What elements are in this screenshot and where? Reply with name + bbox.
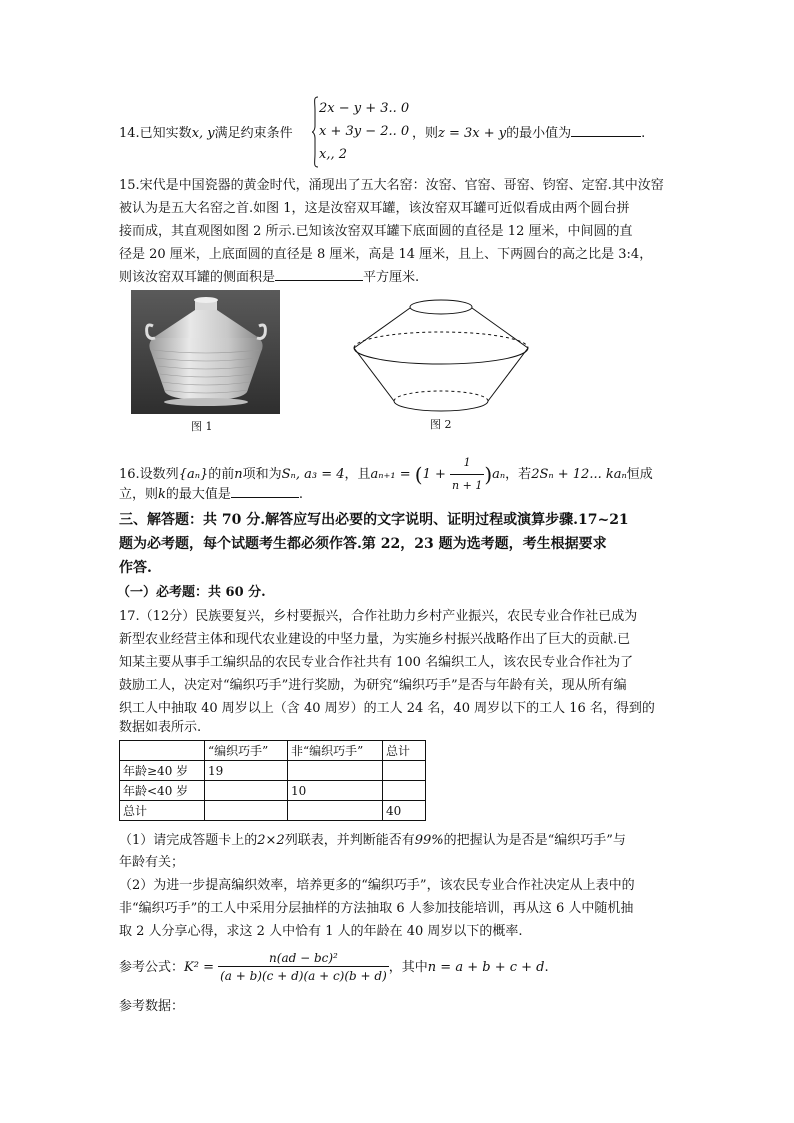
- q15-line-1: 15.宋代是中国瓷器的黄金时代，涌现出了五大名窑：汝窑、官窑、哥窑、钧窑、定窑.其中汝窑: [119, 178, 664, 193]
- frustum-diagram-icon: [352, 298, 532, 416]
- q14-constraint-2: x + 3y − 2.. 0: [319, 124, 410, 139]
- table-header: “编织巧手”: [205, 741, 288, 761]
- table-header-row: [120, 741, 426, 761]
- q14-system-brace: [311, 96, 319, 168]
- figure-2-diagram: [352, 298, 532, 416]
- q17-line-6: 数据如表所示.: [119, 720, 202, 735]
- q14-tail: ，则z = 3x + y的最小值为 .: [412, 126, 646, 141]
- q17-part2-line-3: 取 2 人分享心得，求这 2 人中恰有 1 人的年龄在 40 周岁以下的概率.: [119, 924, 523, 939]
- q15-line-3: 接而成，其直观图如图 2 所示.已知该汝窑双耳罐下底面圆的直径是 12 厘米，中间圆的直: [119, 224, 633, 239]
- q17-line-1: 17.（12分）民族要复兴，乡村要振兴，合作社助力乡村产业振兴，农民专业合作社已成为: [119, 609, 638, 624]
- q17-line-5: 织工人中抽取 40 周岁以上（含 40 周岁）的工人 24 名，40 周岁以下的工人 16 名，得到的: [119, 701, 655, 716]
- jar-photo-icon: [131, 290, 280, 414]
- q17-part1-line-2: 年龄有关；: [119, 855, 185, 870]
- table-cell: [120, 741, 205, 761]
- q16-fraction: $\frac{1}{n + 1}$: [450, 452, 484, 497]
- section-3-heading-2: 题为必考题，每个试题考生都必须作答.第 22，23 题为选考题，考生根据要求: [119, 536, 607, 552]
- table-cell: [205, 781, 288, 801]
- chi-square-fraction: $\frac{\text{n(ad − bc)²}}{(a + b)(c + d)(a + c)(b + d)}$: [220, 951, 387, 983]
- q17-line-2: 新型农业经营主体和现代农业建设的中坚力量，为实施乡村振兴战略作出了巨大的贡献.已: [119, 632, 631, 647]
- table-cell: [288, 761, 383, 781]
- table-cell: 年龄<40 岁: [120, 781, 205, 801]
- q17-part1-line-1: （1）请完成答题卡上的2×2列联表，并判断能否有99%的把握认为是否是“编织巧手”与: [119, 833, 626, 848]
- table-row: [120, 781, 426, 801]
- q15-line-2: 被认为是五大名窑之首.如图 1，这是汝窑双耳罐，该汝窑双耳罐可近似看成由两个圆台拼: [119, 201, 630, 216]
- table-cell: 总计: [120, 801, 205, 821]
- table-header: 非“编织巧手”: [288, 741, 383, 761]
- table-row: [120, 761, 426, 781]
- q17-part2-line-2: 非“编织巧手”的工人中采用分层抽样的方法抽取 6 人参加技能培训，再从这 6 人中随机抽: [119, 901, 634, 916]
- figure-1-photo: [131, 290, 280, 414]
- table-cell: [288, 801, 383, 821]
- figure-2-caption: 图 2: [430, 418, 452, 431]
- q17-reference-data: 参考数据：: [119, 999, 185, 1014]
- q15-answer-blank[interactable]: [275, 268, 363, 281]
- q14-constraint-3: x,, 2: [319, 147, 347, 162]
- q17-formula: 参考公式：K² = $\frac{\text{n(ad − bc)²}}{(a + b)(c + d)(a + c)(b + d)}$ ，其中n = a + b + c + d.: [119, 951, 549, 983]
- q14-objective: z = 3x + y: [438, 126, 507, 141]
- table-cell: 10: [288, 781, 383, 801]
- q16-line-2: 立，则k的最大值是 .: [119, 487, 304, 502]
- section-3-heading-3: 作答.: [119, 560, 152, 576]
- q16-answer-blank[interactable]: [231, 485, 299, 498]
- table-cell: 年龄≥40 岁: [120, 761, 205, 781]
- q17-contingency-table: [119, 740, 426, 821]
- figure-1-caption: 图 1: [191, 420, 213, 433]
- table-cell: 40: [383, 801, 426, 821]
- q14-line: 14.已知实数x, y满足约束条件: [119, 126, 293, 141]
- table-header: 总计: [383, 741, 426, 761]
- section-3-subheading: （一）必考题：共 60 分.: [117, 585, 266, 600]
- q14-constraint-1: 2x − y + 3.. 0: [319, 101, 410, 116]
- q17-part2-line-1: （2）为进一步提高编织效率，培养更多的“编织巧手”，该农民专业合作社决定从上表中的: [119, 878, 635, 893]
- section-3-heading-1: 三、解答题：共 70 分.解答应写出必要的文字说明、证明过程或演算步骤.17~21: [119, 512, 629, 528]
- table-cell: [383, 781, 426, 801]
- q17-line-4: 鼓励工人，决定对“编织巧手”进行奖励，为研究“编织巧手”是否与年龄有关，现从所有编: [119, 678, 627, 693]
- q16-line-1: 16.设数列{aₙ}的前n项和为Sₙ, a₃ = 4，且aₙ₊₁ = (1 + $\frac{1}{n + 1}$ )aₙ，若2Sₙ + 12... kaₙ恒成: [119, 452, 653, 497]
- table-cell: [205, 801, 288, 821]
- table-cell: 19: [205, 761, 288, 781]
- q17-line-3: 知某主要从事手工编织品的农民专业合作社共有 100 名编织工人，该农民专业合作社为了: [119, 655, 634, 670]
- q15-line-5: 则该汝窑双耳罐的侧面积是 平方厘米.: [119, 270, 420, 285]
- q15-line-4: 径是 20 厘米，上底面圆的直径是 8 厘米，高是 14 厘米，且上、下两圆台的高之比是 3:4，: [119, 247, 653, 262]
- q14-answer-blank[interactable]: [571, 124, 641, 137]
- table-row: [120, 801, 426, 821]
- brace-icon: [311, 96, 319, 168]
- table-cell: [383, 761, 426, 781]
